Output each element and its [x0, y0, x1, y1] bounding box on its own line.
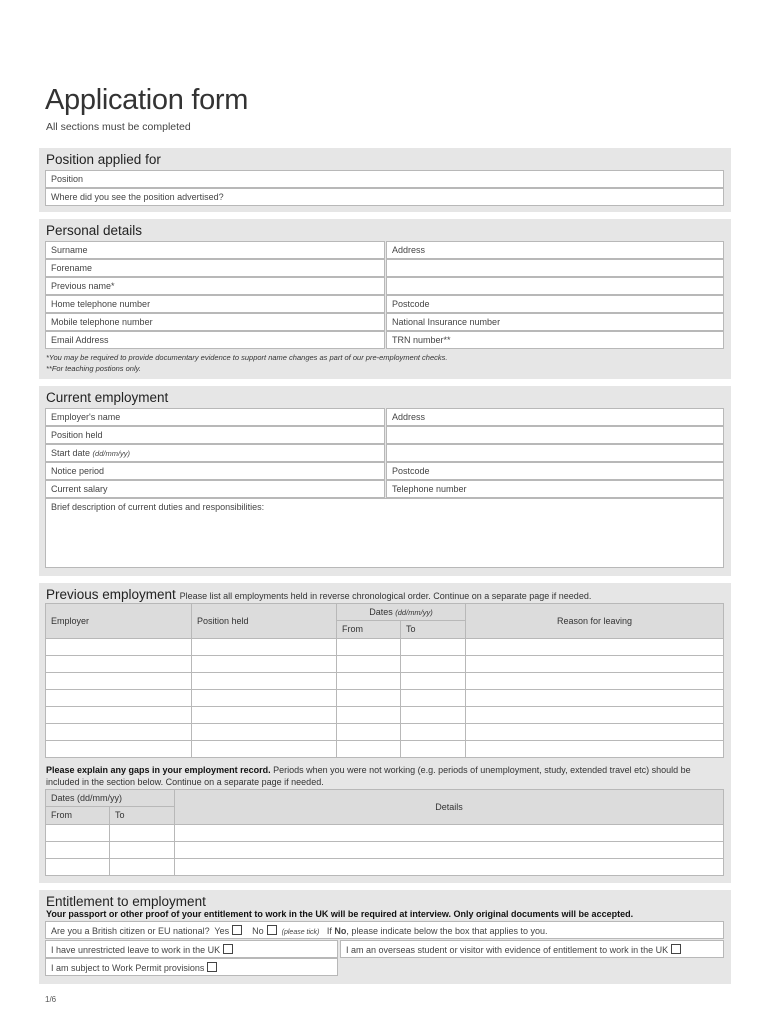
previous-employment-cell[interactable] — [400, 655, 466, 673]
previous-employment-cell[interactable] — [45, 740, 192, 758]
citizen-question-row: Are you a British citizen or EU national? Yes No (please tick) If No, please indicate below the box that applies to you. — [45, 921, 724, 939]
page-title: Application form — [45, 84, 249, 116]
gap-col-from: From — [45, 806, 110, 825]
gap-cell[interactable] — [174, 841, 724, 859]
previous-employment-cell[interactable] — [400, 672, 466, 690]
mobile-phone-field[interactable]: Mobile telephone number — [45, 313, 385, 331]
previous-employment-cell[interactable] — [45, 723, 192, 741]
gap-cell[interactable] — [45, 841, 110, 859]
address-line-2[interactable] — [386, 259, 724, 277]
col-to: To — [400, 620, 466, 639]
previous-employment-cell[interactable] — [465, 638, 724, 656]
notice-period-field[interactable]: Notice period — [45, 462, 385, 480]
previous-employment-cell[interactable] — [45, 689, 192, 707]
position-held-field[interactable]: Position held — [45, 426, 385, 444]
current-salary-field[interactable]: Current salary — [45, 480, 385, 498]
col-dates: Dates (dd/mm/yy) — [336, 603, 466, 621]
no-checkbox[interactable] — [267, 925, 277, 935]
yes-checkbox[interactable] — [232, 925, 242, 935]
previous-name-field[interactable]: Previous name* — [45, 277, 385, 295]
email-field[interactable]: Email Address — [45, 331, 385, 349]
previous-employment-cell[interactable] — [400, 638, 466, 656]
previous-employment-cell[interactable] — [45, 672, 192, 690]
previous-employment-cell[interactable] — [191, 655, 337, 673]
position-field[interactable]: Position — [45, 170, 724, 188]
page-number: 1/6 — [45, 995, 57, 1004]
overseas-student-checkbox[interactable] — [671, 944, 681, 954]
home-phone-field[interactable]: Home telephone number — [45, 295, 385, 313]
work-permit-checkbox[interactable] — [207, 962, 217, 972]
address-field[interactable]: Address — [386, 241, 724, 259]
previous-employment-section — [39, 583, 731, 883]
previous-employment-cell[interactable] — [191, 706, 337, 724]
employer-address-field[interactable]: Address — [386, 408, 724, 426]
position-section — [39, 148, 731, 212]
teaching-note: **For teaching postions only. — [46, 364, 141, 373]
gap-cell[interactable] — [45, 824, 110, 842]
start-date-field[interactable]: Start date (dd/mm/yy) — [45, 444, 385, 462]
gap-cell[interactable] — [174, 824, 724, 842]
personal-section — [39, 219, 731, 379]
gap-col-dates: Dates (dd/mm/yy) — [45, 789, 175, 807]
gap-cell[interactable] — [109, 841, 175, 859]
previous-employment-cell[interactable] — [400, 689, 466, 707]
previous-employment-cell[interactable] — [400, 723, 466, 741]
previous-employment-cell[interactable] — [45, 655, 192, 673]
previous-employment-cell[interactable] — [336, 655, 401, 673]
employer-phone-field[interactable]: Telephone number — [386, 480, 724, 498]
previous-employment-cell[interactable] — [465, 672, 724, 690]
previous-employment-cell[interactable] — [191, 740, 337, 758]
current-employment-section — [39, 386, 731, 576]
previous-employment-cell[interactable] — [400, 740, 466, 758]
gaps-explanation: Please explain any gaps in your employment record. Periods when you were not working (e.g. periods of unemployment, study, extended travel etc) should be included in the section below. Continue on a separate page if needed. — [46, 765, 691, 787]
gap-col-details: Details — [174, 789, 724, 825]
previous-employment-cell[interactable] — [465, 740, 724, 758]
unrestricted-checkbox[interactable] — [223, 944, 233, 954]
previous-employment-cell[interactable] — [336, 740, 401, 758]
col-reason: Reason for leaving — [465, 603, 724, 639]
previous-employment-cell[interactable] — [336, 723, 401, 741]
duties-textarea[interactable]: Brief description of current duties and responsibilities: — [45, 498, 724, 568]
previous-employment-cell[interactable] — [336, 706, 401, 724]
previous-employment-cell[interactable] — [45, 706, 192, 724]
work-permit-option: I am subject to Work Permit provisions — [45, 958, 338, 976]
entitlement-heading: Entitlement to employment — [46, 894, 206, 909]
previous-employment-cell[interactable] — [465, 706, 724, 724]
address-line-3[interactable] — [386, 277, 724, 295]
employer-name-field[interactable]: Employer's name — [45, 408, 385, 426]
previous-employment-cell[interactable] — [465, 723, 724, 741]
entitlement-section — [39, 890, 731, 984]
current-heading: Current employment — [46, 390, 169, 405]
gap-cell[interactable] — [45, 858, 110, 876]
page-subtitle: All sections must be completed — [46, 121, 191, 133]
gap-cell[interactable] — [109, 824, 175, 842]
previous-employment-cell[interactable] — [191, 689, 337, 707]
gap-cell[interactable] — [109, 858, 175, 876]
forename-field[interactable]: Forename — [45, 259, 385, 277]
employer-address-line-2[interactable] — [386, 426, 724, 444]
previous-employment-cell[interactable] — [400, 706, 466, 724]
previous-employment-cell[interactable] — [191, 638, 337, 656]
gap-cell[interactable] — [174, 858, 724, 876]
employer-address-line-3[interactable] — [386, 444, 724, 462]
col-employer: Employer — [45, 603, 192, 639]
previous-employment-cell[interactable] — [191, 672, 337, 690]
employer-postcode-field[interactable]: Postcode — [386, 462, 724, 480]
previous-employment-cell[interactable] — [465, 655, 724, 673]
previous-employment-cell[interactable] — [45, 638, 192, 656]
previous-employment-cell[interactable] — [336, 689, 401, 707]
entitlement-notice: Your passport or other proof of your entitlement to work in the UK will be required at interview. Only original documents will be accepted. — [46, 909, 634, 919]
previous-employment-cell[interactable] — [465, 689, 724, 707]
gap-col-to: To — [109, 806, 175, 825]
personal-heading: Personal details — [46, 223, 143, 238]
col-position-held: Position held — [191, 603, 337, 639]
postcode-field[interactable]: Postcode — [386, 295, 724, 313]
name-change-note: *You may be required to provide documentary evidence to support name changes as part of our pre-employment checks. — [46, 353, 448, 362]
overseas-student-option: I am an overseas student or visitor with evidence of entitlement to work in the UK — [340, 940, 724, 958]
ni-number-field[interactable]: National Insurance number — [386, 313, 724, 331]
previous-employment-cell[interactable] — [191, 723, 337, 741]
col-from: From — [336, 620, 401, 639]
position-heading: Position applied for — [46, 152, 161, 167]
advertised-field[interactable]: Where did you see the position advertised? — [45, 188, 724, 206]
surname-field[interactable]: Surname — [45, 241, 385, 259]
previous-employment-cell[interactable] — [336, 638, 401, 656]
trn-number-field[interactable]: TRN number** — [386, 331, 724, 349]
previous-employment-cell[interactable] — [336, 672, 401, 690]
unrestricted-leave-option: I have unrestricted leave to work in the UK — [45, 940, 338, 958]
previous-heading: Previous employment Please list all employments held in reverse chronological order. Continue on a separate page if needed. — [46, 587, 592, 602]
